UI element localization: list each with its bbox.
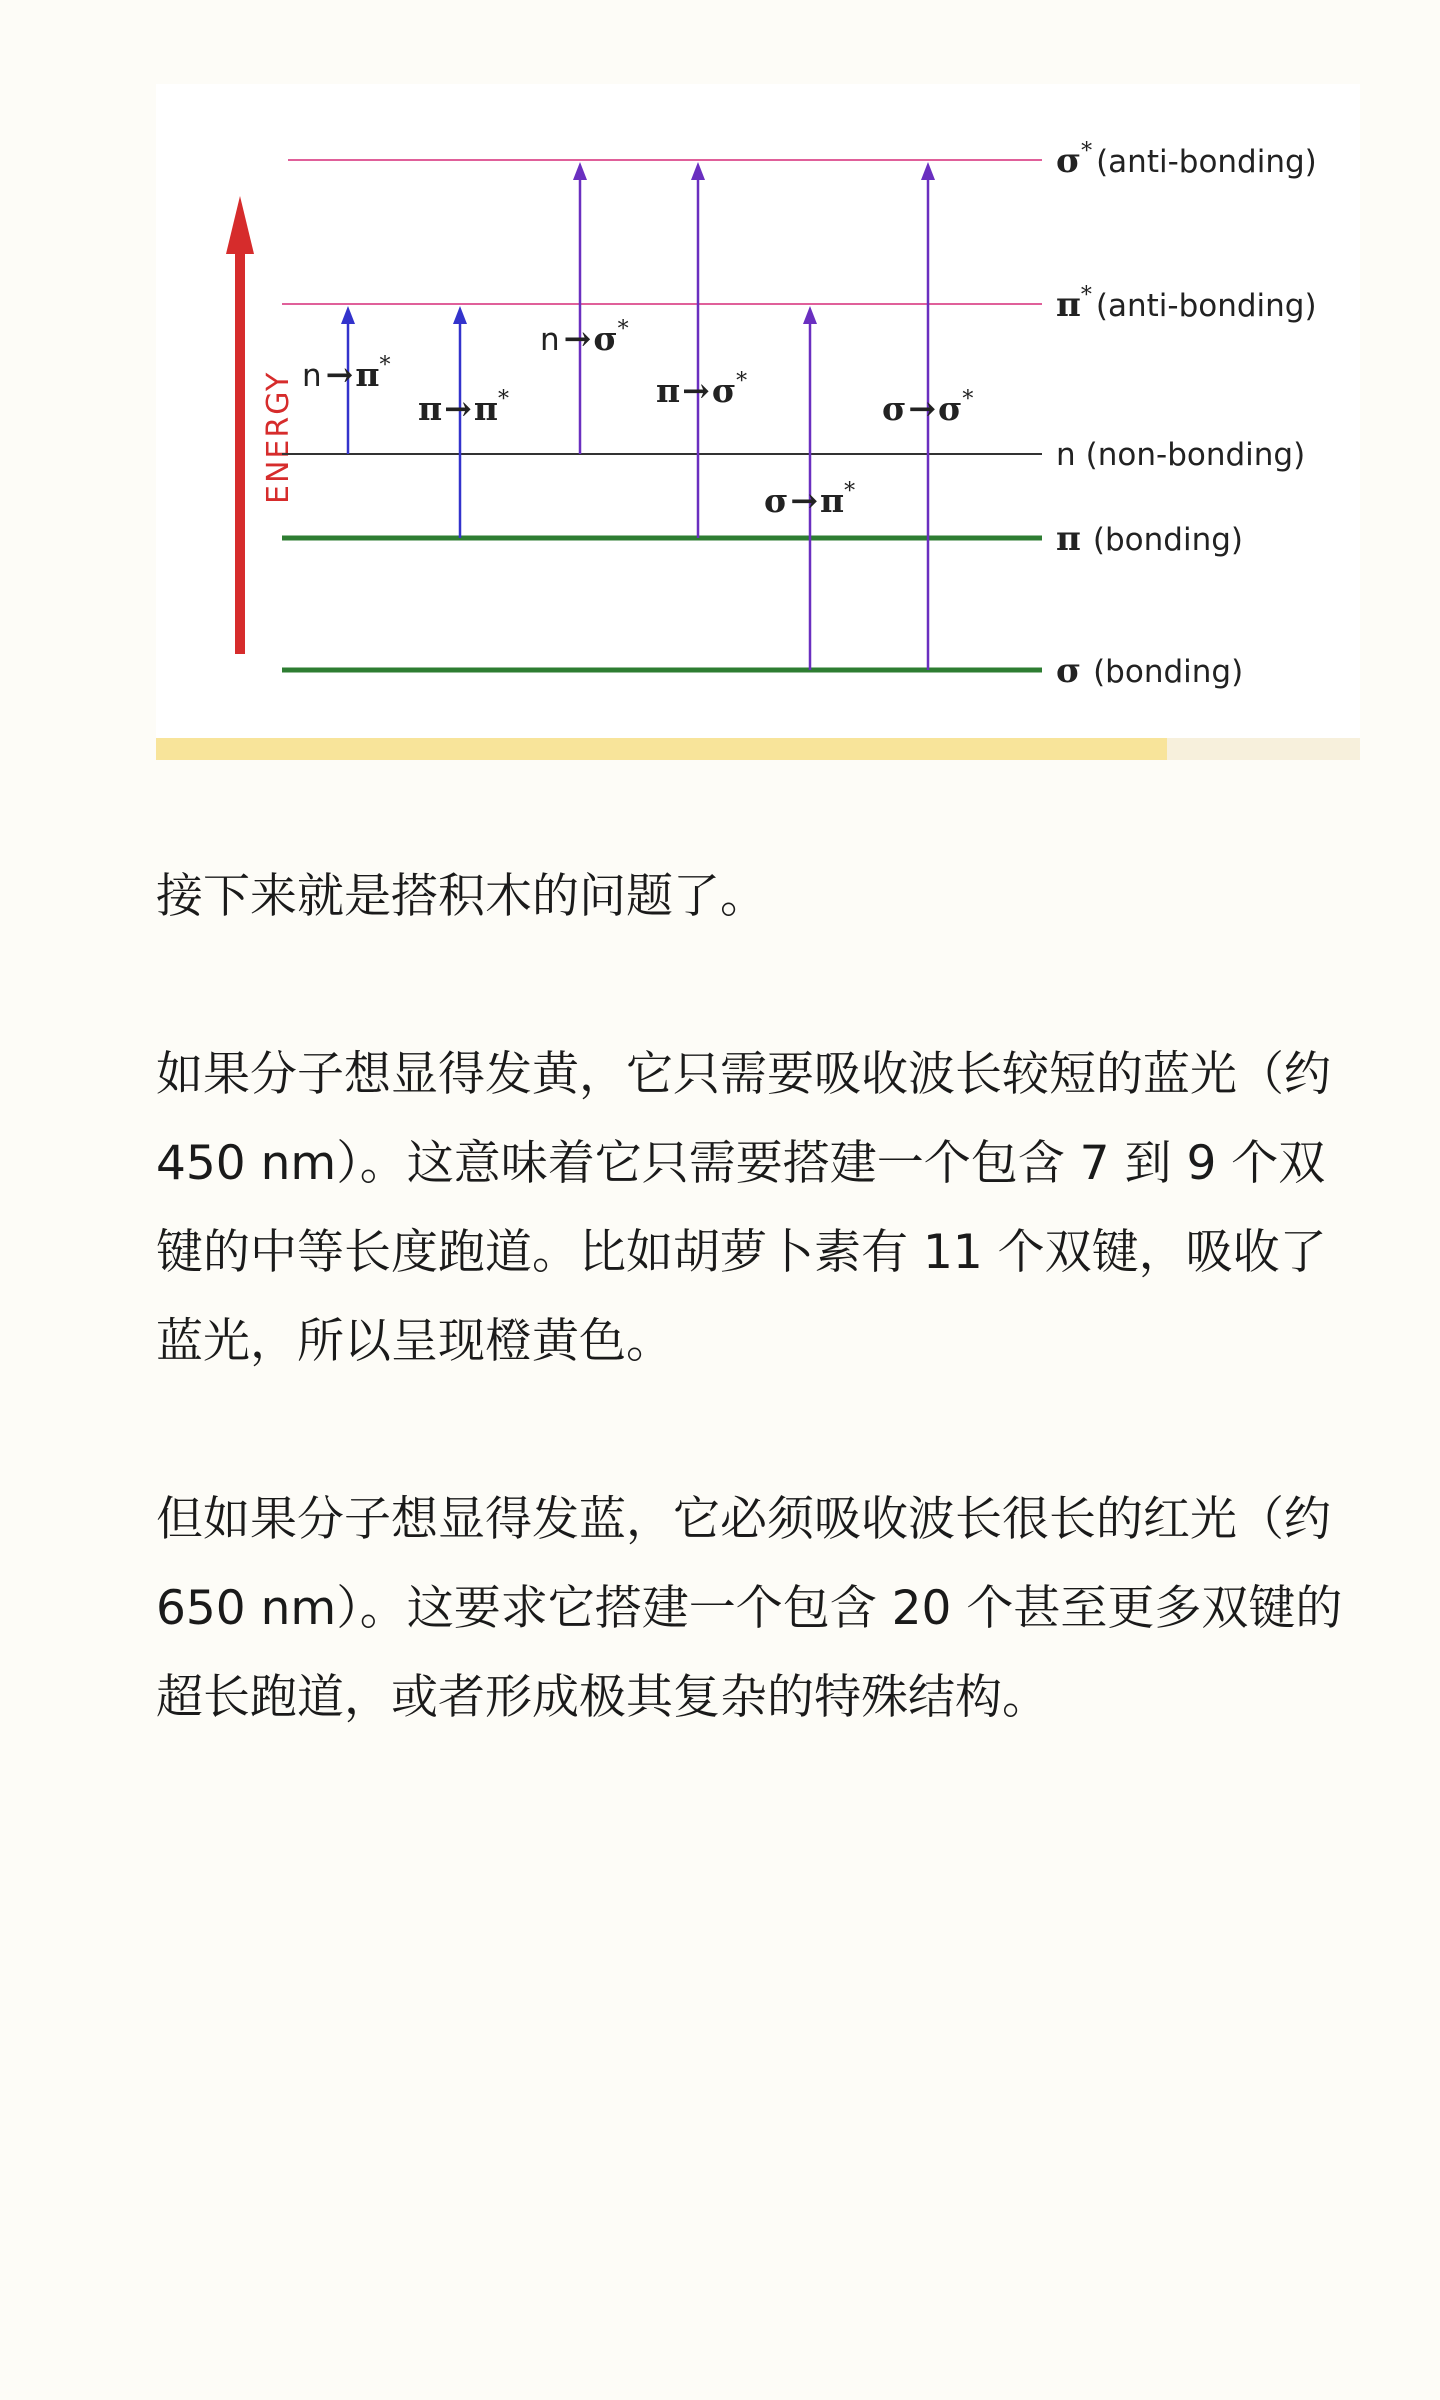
level-nonbonding-text [1056,437,1305,473]
level-label: (bonding) [1093,654,1244,690]
level-pi-star [282,283,1317,325]
level-glyph: π [1056,285,1081,325]
energy-arrow-head [226,196,254,254]
level-glyph: σ [1056,141,1082,181]
arrow-glyph: → [682,371,710,410]
transition-star: * [497,387,509,412]
transition-star: * [962,387,974,412]
level-glyph: π [1056,519,1081,559]
transition-star: * [736,369,748,394]
transition-pi-sigma-star-label [656,369,747,410]
transition-star: * [844,479,856,504]
level-glyph: n [1056,437,1076,473]
level-pi-bonding-text [1056,519,1243,559]
transition-sigma-pi-star-label [764,479,855,520]
level-pi [282,519,1243,559]
transition-sigma-pi-star [764,306,855,670]
transition-arrow-head [921,162,935,180]
level-pi-antibonding-text [1056,283,1317,325]
reading-progress-bar [156,738,1360,760]
transition-sigma-sigma-star [882,162,973,670]
paragraph-blue: 但如果分子想显得发蓝，它必须吸收波长很长的红光（约 650 nm）。这要求它搭建一个包含 20 个甚至更多双键的超长跑道，或者形成极其复杂的特殊结构。 [156,1492,1343,1725]
transition-star: * [379,353,391,378]
level-glyph: σ [1056,651,1082,691]
transition-pi-pi-star-label [418,387,509,428]
level-label: (bonding) [1092,522,1243,558]
arrow-glyph: → [908,389,936,428]
level-label: (anti-bonding) [1096,144,1317,180]
transition-n-pi-star-label [302,353,390,394]
arrow-glyph: → [563,319,592,358]
transition-from: σ [764,481,789,520]
transition-to: σ [938,389,963,428]
level-star: * [1081,139,1093,164]
article-body [156,852,1366,1742]
paragraph-yellow: 如果分子想显得发黄，它只需要吸收波长较短的蓝光（约 450 nm）。这意味着它只需要搭建一个包含 7 到 9 个双键的中等长度跑道。比如胡萝卜素有 11 个双键，吸收了蓝光，所以呈现橙黄色。 [156,1047,1331,1369]
paragraph-intro: 接下来就是搭积木的问题了。 [156,869,767,924]
transition-arrow-head [453,306,467,324]
transition-pi-sigma-star [656,162,747,538]
transition-sigma-sigma-star-label [882,387,973,428]
level-star: * [1080,283,1092,308]
arrow-glyph: → [790,481,818,520]
transition-from: n [302,358,322,394]
diagram-canvas [156,84,1360,738]
level-n [282,437,1305,473]
level-label: (anti-bonding) [1095,288,1317,324]
transition-arrow-head [341,306,355,324]
transition-arrow-head [803,306,817,324]
transition-star: * [617,317,629,342]
transition-n-sigma-star-label [540,317,629,358]
level-sigma [282,651,1243,691]
transition-from: π [418,389,443,428]
transition-pi-pi-star [418,306,509,538]
level-sigma-antibonding-text [1056,139,1317,181]
energy-axis [226,196,296,654]
transition-to: σ [593,319,618,358]
transition-n-pi-star [302,306,390,454]
transition-from: σ [882,389,907,428]
transition-to: π [473,389,498,428]
reading-progress-fill [156,738,1167,760]
transition-arrow-head [573,162,587,180]
transition-from: π [656,371,681,410]
arrow-glyph: → [325,355,354,394]
level-sigma-bonding-text [1056,651,1243,691]
transition-from: n [540,322,560,358]
transition-arrow-head [691,162,705,180]
transition-to: σ [711,371,737,410]
transition-n-sigma-star [540,162,629,454]
level-sigma-star [288,139,1317,181]
transition-to: π [355,355,380,394]
energy-axis-label: ENERGY [261,370,296,504]
level-label: (non-bonding) [1085,437,1306,473]
transition-to: π [820,481,845,520]
energy-level-diagram [156,84,1360,738]
arrow-glyph: → [444,389,472,428]
